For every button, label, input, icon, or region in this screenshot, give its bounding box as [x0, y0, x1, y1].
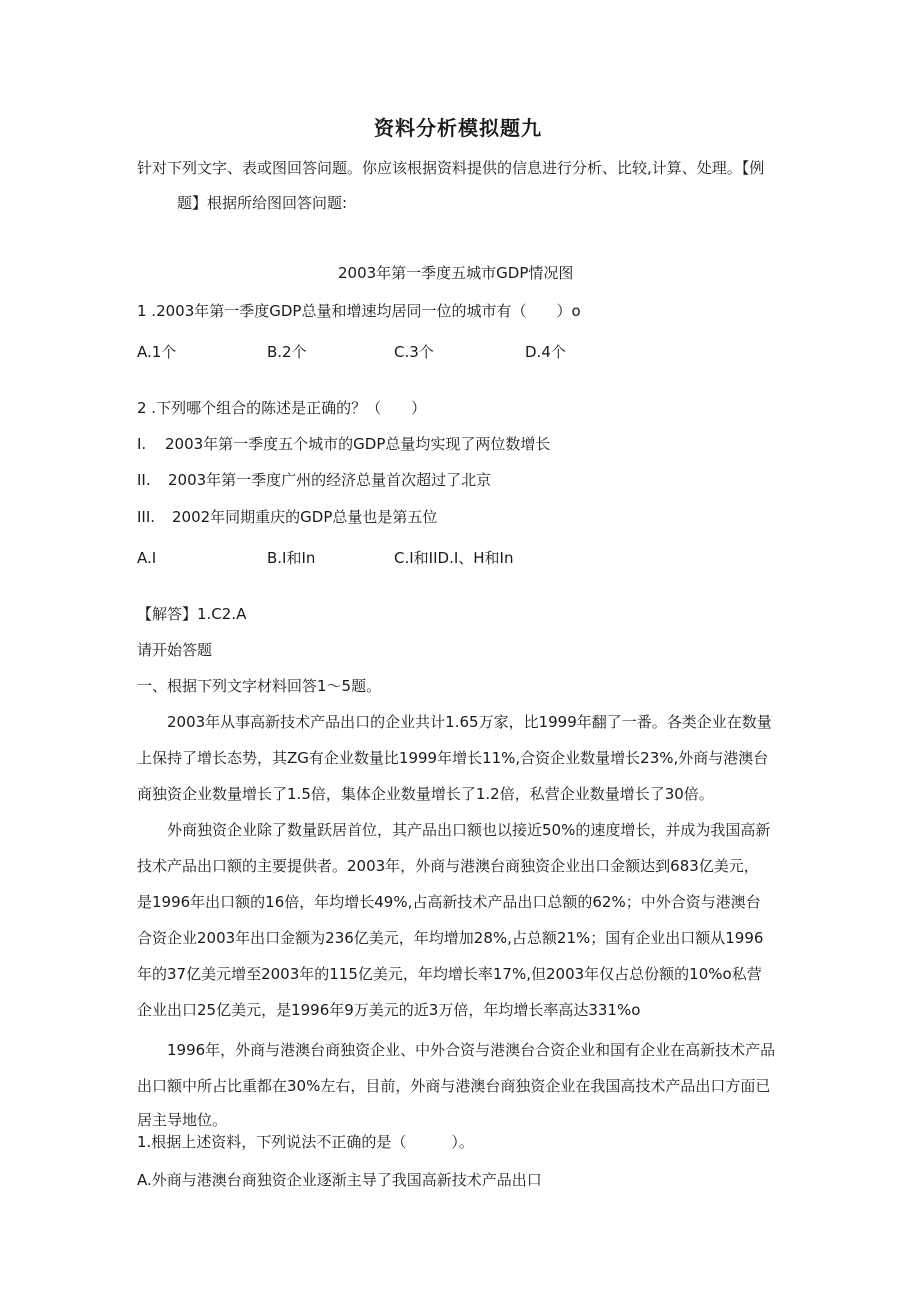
passage-line: 外商独资企业除了数量跃居首位，其产品出口额也以接近50%的速度增长，并成为我国高新 [137, 821, 771, 839]
passage-line: 年的37亿美元增至2003年的115亿美元，年均增长率17%,但2003年仅占总份额的10%o私营 [137, 965, 762, 983]
passage-line: 出口额中所占比重都在30%左右，目前，外商与港澳台商独资企业在我国高技术产品出口方面已 [137, 1077, 771, 1095]
passage-line: 是1996年出口额的16倍，年均增长49%,占高新技术产品出口总额的62%；中外合资与港澳台 [137, 893, 761, 911]
chart-caption: 2003年第一季度五城市GDP情况图 [338, 264, 574, 282]
instructions-line-1: 针对下列文字、表或图回答问题。你应该根据资料提供的信息进行分析、比较,计算、处理。【例 [137, 159, 765, 177]
passage-line: 企业出口25亿美元，是1996年9万美元的近3万倍，年均增长率高达331%o [137, 1001, 641, 1019]
example-q1-option-a: A.1个 [137, 343, 177, 361]
example-q2-option-b: B.I和In [267, 549, 316, 567]
question-1-option-a: A.外商与港澳台商独资企业逐渐主导了我国高新技术产品出口 [137, 1171, 542, 1189]
start-prompt: 请开始答题 [137, 641, 213, 659]
passage-line: 合资企业2003年出口金额为236亿美元，年均增加28%,占总额21%；国有企业出口额从1996 [137, 929, 764, 947]
passage-line: 上保持了增长态势，其ZG有企业数量比1999年增长11%,合资企业数量增长23%,外商与港澳台 [137, 749, 769, 767]
example-question-2: 2 .下列哪个组合的陈述是正确的？（ ） [137, 399, 427, 417]
question-1-stem: 1.根据上述资料，下列说法不正确的是（ ）。 [137, 1133, 474, 1151]
example-q1-option-b: B.2个 [267, 343, 307, 361]
passage-line: 商独资企业数量增长了1.5倍，集体企业数量增长了1.2倍，私营企业数量增长了30倍。 [137, 785, 714, 803]
example-question-1: 1 .2003年第一季度GDP总量和增速均居同一位的城市有（ ）o [137, 302, 581, 320]
statement-text: 2003年第一季度五个城市的GDP总量均实现了两位数增长 [165, 435, 551, 453]
passage-line: 2003年从事高新技术产品出口的企业共计1.65万家，比1999年翻了一番。各类企业在数量 [137, 713, 772, 731]
statement-number: I. [137, 435, 147, 453]
statement-number: III. [137, 508, 156, 526]
instructions-line-2: 题】根据所给图回答问题: [177, 194, 348, 212]
example-q1-option-c: C.3个 [394, 343, 434, 361]
passage-line: 居主导地位。 [137, 1111, 228, 1129]
statement-text: 2003年第一季度广州的经济总量首次超过了北京 [168, 471, 492, 489]
statement-number: II. [137, 471, 151, 489]
passage-line: 1996年，外商与港澳台商独资企业、中外合资与港澳台合资企业和国有企业在高新技术产品 [137, 1041, 776, 1059]
example-q2-option-c: C.I和IID.I、H和In [394, 549, 514, 567]
passage-line: 技术产品出口额的主要提供者。2003年，外商与港澳台商独资企业出口金额达到683亿美元， [137, 857, 759, 875]
example-q1-option-d: D.4个 [525, 343, 566, 361]
answer-key: 【解答】1.C2.A [137, 605, 247, 623]
page-title: 资料分析模拟题九 [374, 116, 542, 140]
section-heading: 一、根据下列文字材料回答1～5题。 [137, 677, 382, 695]
example-q2-option-a: A.I [137, 549, 157, 567]
statement-text: 2002年同期重庆的GDP总量也是第五位 [172, 508, 438, 526]
